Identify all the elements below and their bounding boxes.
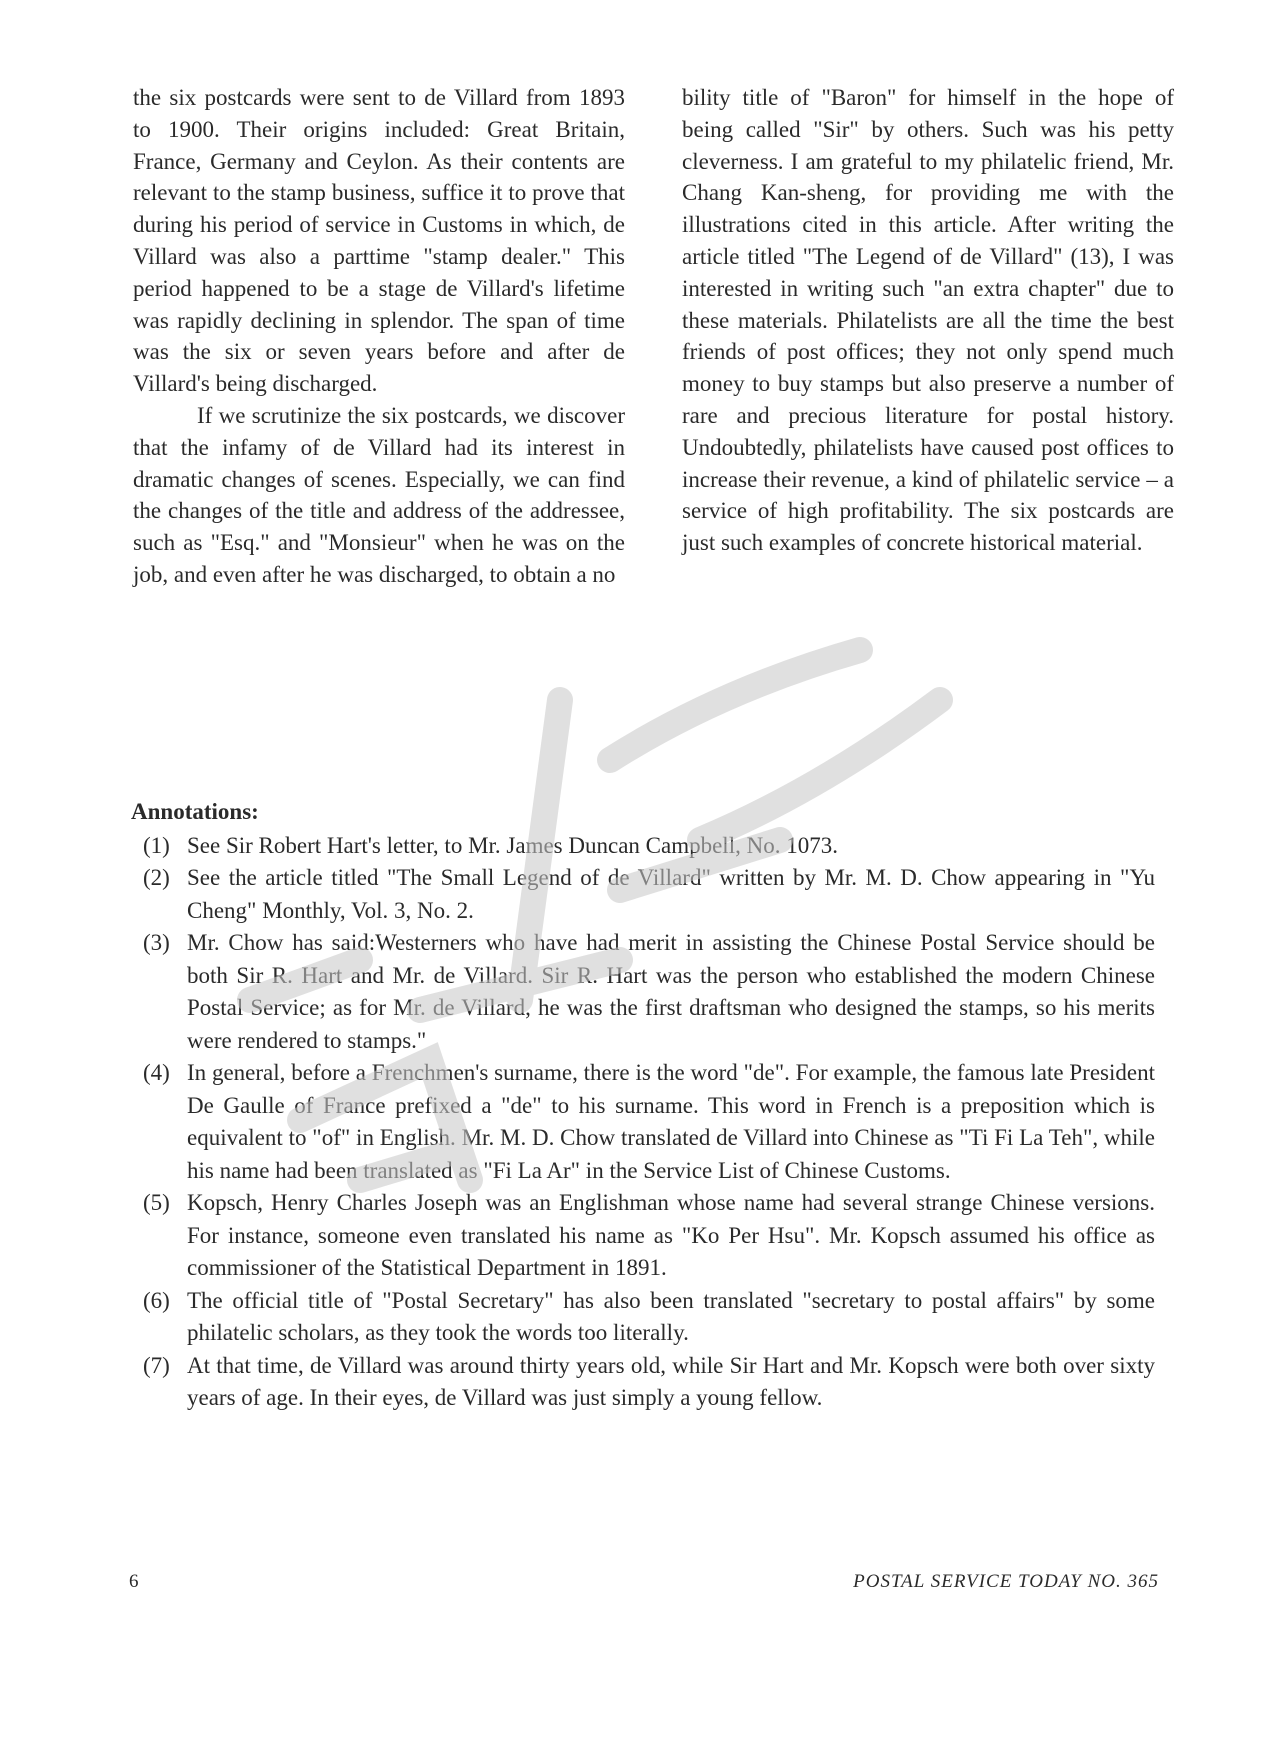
- left-paragraph-1: the six postcards were sent to de Villard from 1893 to 1900. Their origins included: Great Britain, France, Germany and Ceylon. As their contents are relevant to the stamp business, suffice it to prove that during his period of service in Customs in which, de Villard was also a parttime "stamp dealer." This period happened to be a stage de Villard's lifetime was rapidly declining in splendor. The span of time was the six or seven years before and after de Villard's being discharged.: [133, 85, 625, 397]
- right-column: [682, 82, 1174, 559]
- annotation-text: Mr. Chow has said:Westerners who have had merit in assisting the Chinese Postal Service should be both Sir R. Hart and Mr. de Villard. Sir R. Hart was the person who established the modern Chinese Postal Service; as for Mr. de Villard, he was the first draftsman who designed the stamps, so his merits were rendered to stamps.": [187, 930, 1155, 1053]
- annotations-section: [131, 796, 1155, 1415]
- annotation-number: (5): [143, 1190, 170, 1215]
- journal-footer: POSTAL SERVICE TODAY NO. 365: [853, 1571, 1159, 1592]
- right-paragraph-1: bility title of "Baron" for himself in the hope of being called "Sir" by others. Such was his petty cleverness. I am grateful to my philatelic friend, Mr. Chang Kan-sheng, for providing me with the illustrations cited in this article. After writing the article titled "The Legend of de Villard" (13), I was interested in writing such "an extra chapter" due to these materials. Philatelists are all the time the best friends of post offices; they not only spend much money to buy stamps but also preserve a number of rare and precious literature for postal history. Undoubtedly, philatelists have caused post offices to increase their revenue, a kind of philatelic service – a service of high profitability. The six postcards are just such examples of concrete historical material.: [682, 85, 1174, 556]
- annotation-text: Kopsch, Henry Charles Joseph was an Englishman whose name had several strange Chinese versions. For instance, someone even translated his name as "Ko Per Hsu". Mr. Kopsch assumed his office as commissioner of the Statistical Department in 1891.: [187, 1190, 1155, 1280]
- annotation-item: [131, 862, 1155, 927]
- left-column: [133, 82, 625, 591]
- annotation-item: [131, 830, 1155, 863]
- annotations-heading: Annotations:: [131, 799, 259, 824]
- annotation-number: (2): [143, 865, 170, 890]
- annotation-text: See Sir Robert Hart's letter, to Mr. James Duncan Campbell, No. 1073.: [187, 832, 838, 858]
- annotation-item: [131, 1350, 1155, 1415]
- annotation-text: See the article titled "The Small Legend of de Villard" written by Mr. M. D. Chow appearing in "Yu Cheng" Monthly, Vol. 3, No. 2.: [187, 865, 1155, 923]
- annotation-number: (3): [143, 930, 170, 955]
- annotation-item: [131, 1057, 1155, 1187]
- annotation-text: At that time, de Villard was around thirty years old, while Sir Hart and Mr. Kopsch were both over sixty years of age. In their eyes, de Villard was just simply a young fellow.: [187, 1352, 1155, 1410]
- left-paragraph-2: If we scrutinize the six postcards, we discover that the infamy of de Villard had its interest in dramatic changes of scenes. Especially, we can find the changes of the title and address of the addressee, such as "Esq." and "Monsieur" when he was on the job, and even after he was discharged, to obtain a no: [133, 402, 625, 587]
- annotation-item: [131, 1187, 1155, 1285]
- annotation-item: [131, 1285, 1155, 1350]
- page-number: 6: [129, 1571, 139, 1592]
- annotation-text: The official title of "Postal Secretary" has also been translated "secretary to postal affairs" by some philatelic scholars, as they took the words too literally.: [187, 1287, 1155, 1345]
- annotation-number: (7): [143, 1352, 170, 1378]
- annotation-number: (4): [143, 1060, 170, 1085]
- annotation-item: [131, 927, 1155, 1057]
- annotation-text: In general, before a Frenchmen's surname, there is the word "de". For example, the famous late President De Gaulle of France prefixed a "de" to his surname. This word in French is a preposition which is equivalent to "of" in English. Mr. M. D. Chow translated de Villard into Chinese as "Ti Fi La Teh", while his name had been translated as "Fi La Ar" in the Service List of Chinese Customs.: [187, 1060, 1155, 1183]
- annotations-list: [131, 830, 1155, 1415]
- annotation-number: (1): [143, 832, 170, 858]
- annotation-number: (6): [143, 1287, 170, 1313]
